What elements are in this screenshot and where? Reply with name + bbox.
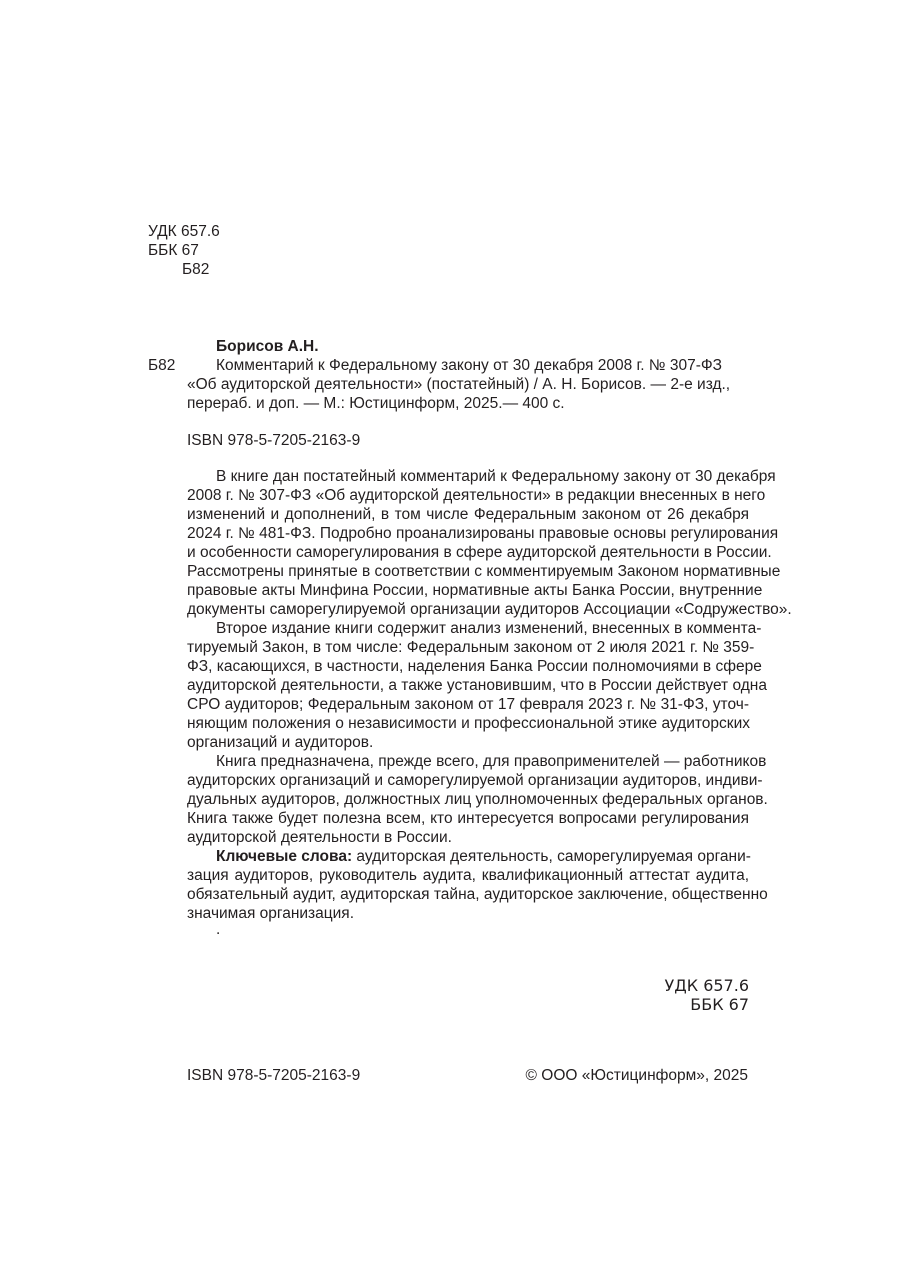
text-line: аудиторской деятельности в России. bbox=[187, 829, 452, 846]
bbk-code: ББК 67 bbox=[690, 995, 749, 1014]
keywords-text: аудиторская деятельность, саморегулируемая органи- bbox=[352, 848, 751, 865]
text-line: няющим положения о независимости и профессиональной этике аудиторских bbox=[187, 715, 750, 732]
annotation-paragraph-3 bbox=[187, 752, 768, 847]
text-line: Книга также будет полезна всем, кто интересуется вопросами регулирования bbox=[187, 810, 749, 827]
keywords-paragraph bbox=[187, 847, 768, 923]
classification-block-bottom bbox=[665, 976, 750, 1014]
text-line: Второе издание книги содержит анализ изменений, внесенных в коммента- bbox=[216, 620, 762, 637]
annotation-paragraph-2 bbox=[187, 619, 767, 752]
text-line: аудиторской деятельности, а также установившим, что в России действует одна bbox=[187, 677, 767, 694]
text-line: 2024 г. № 481-ФЗ. Подробно проанализированы правовые основы регулирования bbox=[187, 525, 779, 542]
text-line: ФЗ, касающихся, в частности, наделения Банка России полномочиями в сфере bbox=[187, 658, 762, 675]
text-line: Рассмотрены принятые в соответствии с комментируемым Законом нормативные bbox=[187, 563, 781, 580]
text-line: СРО аудиторов; Федеральным законом от 17 февраля 2023 г. № 31-ФЗ, уточ- bbox=[187, 696, 749, 713]
udk-code: УДК 657.6 bbox=[664, 976, 749, 995]
text-line: дуальных аудиторов, должностных лиц уполномоченных федеральных органов. bbox=[187, 791, 768, 808]
keywords-label: Ключевые слова: bbox=[216, 848, 353, 865]
annotation-paragraph-1 bbox=[187, 467, 792, 619]
annotation bbox=[187, 467, 792, 923]
biblio-line: «Об аудиторской деятельности» (постатейный) / А. Н. Борисов. — 2-е изд., bbox=[187, 376, 731, 393]
text-line: значимая организация. bbox=[187, 905, 355, 922]
text-line: Книга предназначена, прежде всего, для правоприменителей — работников bbox=[216, 753, 767, 770]
footer-isbn: ISBN 978-5-7205-2163-9 bbox=[187, 1067, 361, 1084]
author-mark-code: Б82 bbox=[148, 357, 176, 374]
text-line: обязательный аудит, аудиторская тайна, аудиторское заключение, общественно bbox=[187, 886, 768, 903]
udk-code: УДК 657.6 bbox=[148, 223, 220, 240]
text-line: правовые акты Минфина России, нормативные акты Банка России, внутренние bbox=[187, 582, 763, 599]
bbk-code: ББК 67 bbox=[148, 242, 199, 259]
text-line: аудиторских организаций и саморегулируемой организации аудиторов, индиви- bbox=[187, 772, 763, 789]
text-line: тируемый Закон, в том числе: Федеральным законом от 2 июля 2021 г. № 359- bbox=[187, 639, 755, 656]
text-line: зация аудиторов, руководитель аудита, квалификационный аттестат аудита, bbox=[187, 867, 749, 884]
text-line: документы саморегулируемой организации аудиторов Ассоциации «Содружество». bbox=[187, 601, 792, 618]
stray-dot: . bbox=[216, 921, 221, 938]
classification-block-top bbox=[148, 222, 220, 279]
biblio-line: перераб. и доп. — М.: Юстицинформ, 2025.— 400 с. bbox=[187, 395, 565, 412]
biblio-line: Комментарий к Федеральному закону от 30 декабря 2008 г. № 307-ФЗ bbox=[216, 357, 723, 374]
text-line: 2008 г. № 307-ФЗ «Об аудиторской деятельности» в редакции внесенных в него bbox=[187, 487, 766, 504]
text-line: организаций и аудиторов. bbox=[187, 734, 374, 751]
keywords-first-line bbox=[187, 847, 749, 866]
author-mark: Б82 bbox=[182, 261, 210, 278]
text-line: В книге дан постатейный комментарий к Федеральному закону от 30 декабря bbox=[216, 468, 776, 485]
bibliographic-record bbox=[187, 356, 750, 413]
text-line: изменений и дополнений, в том числе Федеральным законом от 26 декабря bbox=[187, 506, 749, 523]
author-name: Борисов А.Н. bbox=[216, 338, 319, 355]
isbn: ISBN 978-5-7205-2163-9 bbox=[187, 432, 361, 449]
text-line: и особенности саморегулирования в сфере аудиторской деятельности в России. bbox=[187, 544, 772, 561]
copyright-notice: © ООО «Юстицинформ», 2025 bbox=[525, 1067, 748, 1084]
